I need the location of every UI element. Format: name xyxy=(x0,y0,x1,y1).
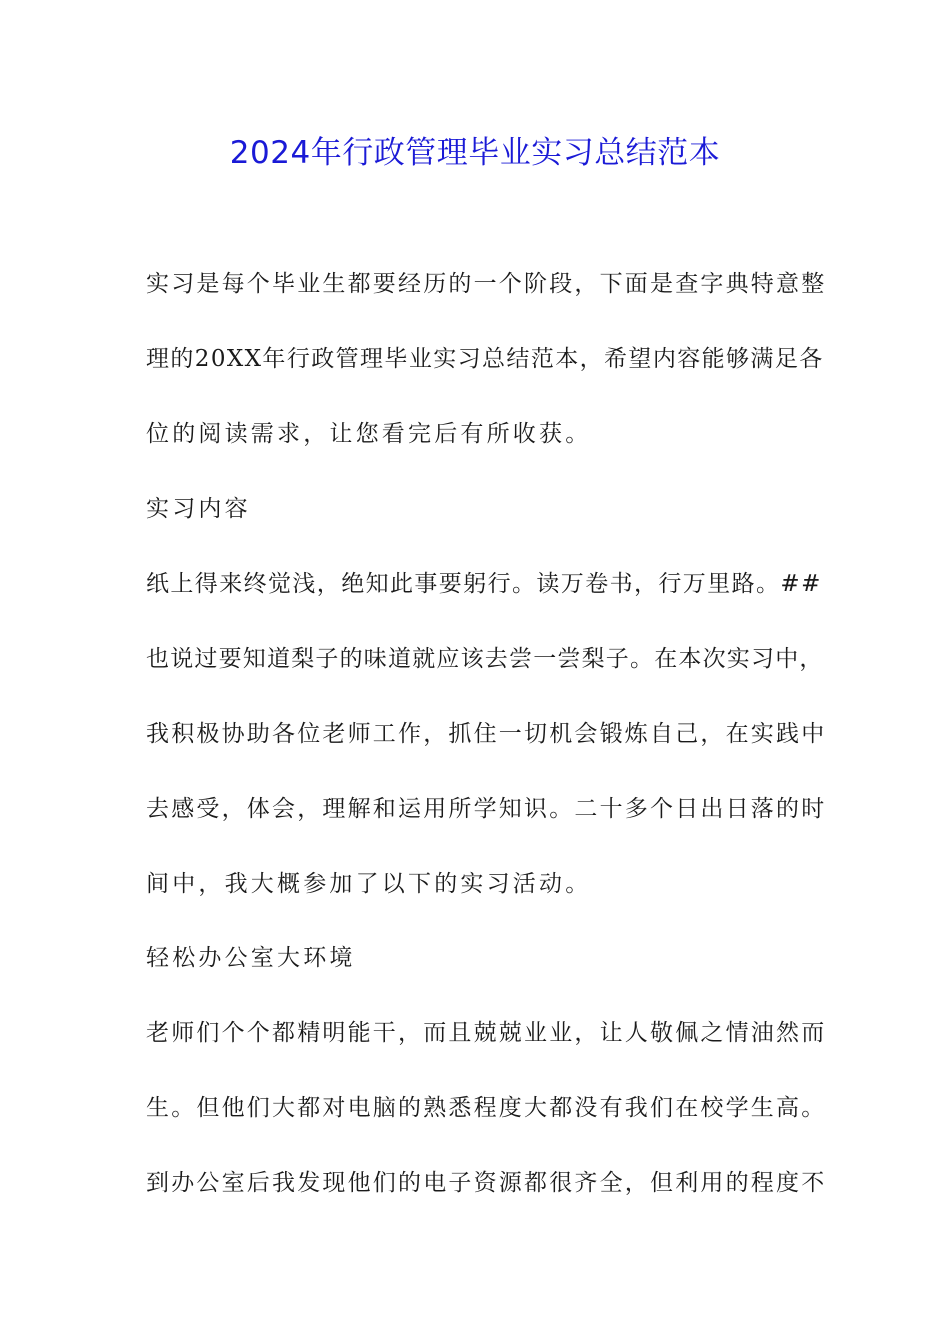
paragraph-line: 到办公室后我发现他们的电子资源都很齐全，但利用的程度不 xyxy=(146,1170,827,1196)
paragraph-line: 也说过要知道梨子的味道就应该去尝一尝梨子。在本次实习中， xyxy=(146,646,824,672)
paragraph-line: 纸上得来终觉浅，绝知此事要躬行。读万卷书，行万里路。## xyxy=(146,571,822,597)
paragraph-line: 去感受，体会，理解和运用所学知识。二十多个日出日落的时 xyxy=(146,796,827,822)
paragraph-line: 理的20XX年行政管理毕业实习总结范本，希望内容能够满足各 xyxy=(146,346,824,372)
paragraph-line: 位的阅读需求，让您看完后有所收获。 xyxy=(146,421,592,447)
section-heading: 实习内容 xyxy=(146,496,251,522)
paragraph-line: 间中，我大概参加了以下的实习活动。 xyxy=(146,871,592,897)
document-title: 2024年行政管理毕业实习总结范本 xyxy=(229,135,721,171)
section-heading: 轻松办公室大环境 xyxy=(146,945,356,971)
paragraph-line: 我积极协助各位老师工作，抓住一切机会锻炼自己，在实践中 xyxy=(146,721,827,747)
paragraph-line: 实习是每个毕业生都要经历的一个阶段，下面是查字典特意整 xyxy=(146,271,827,297)
paragraph-line: 老师们个个都精明能干，而且兢兢业业，让人敬佩之情油然而 xyxy=(146,1020,827,1046)
paragraph-line: 生。但他们大都对电脑的熟悉程度大都没有我们在校学生高。 xyxy=(146,1095,827,1121)
